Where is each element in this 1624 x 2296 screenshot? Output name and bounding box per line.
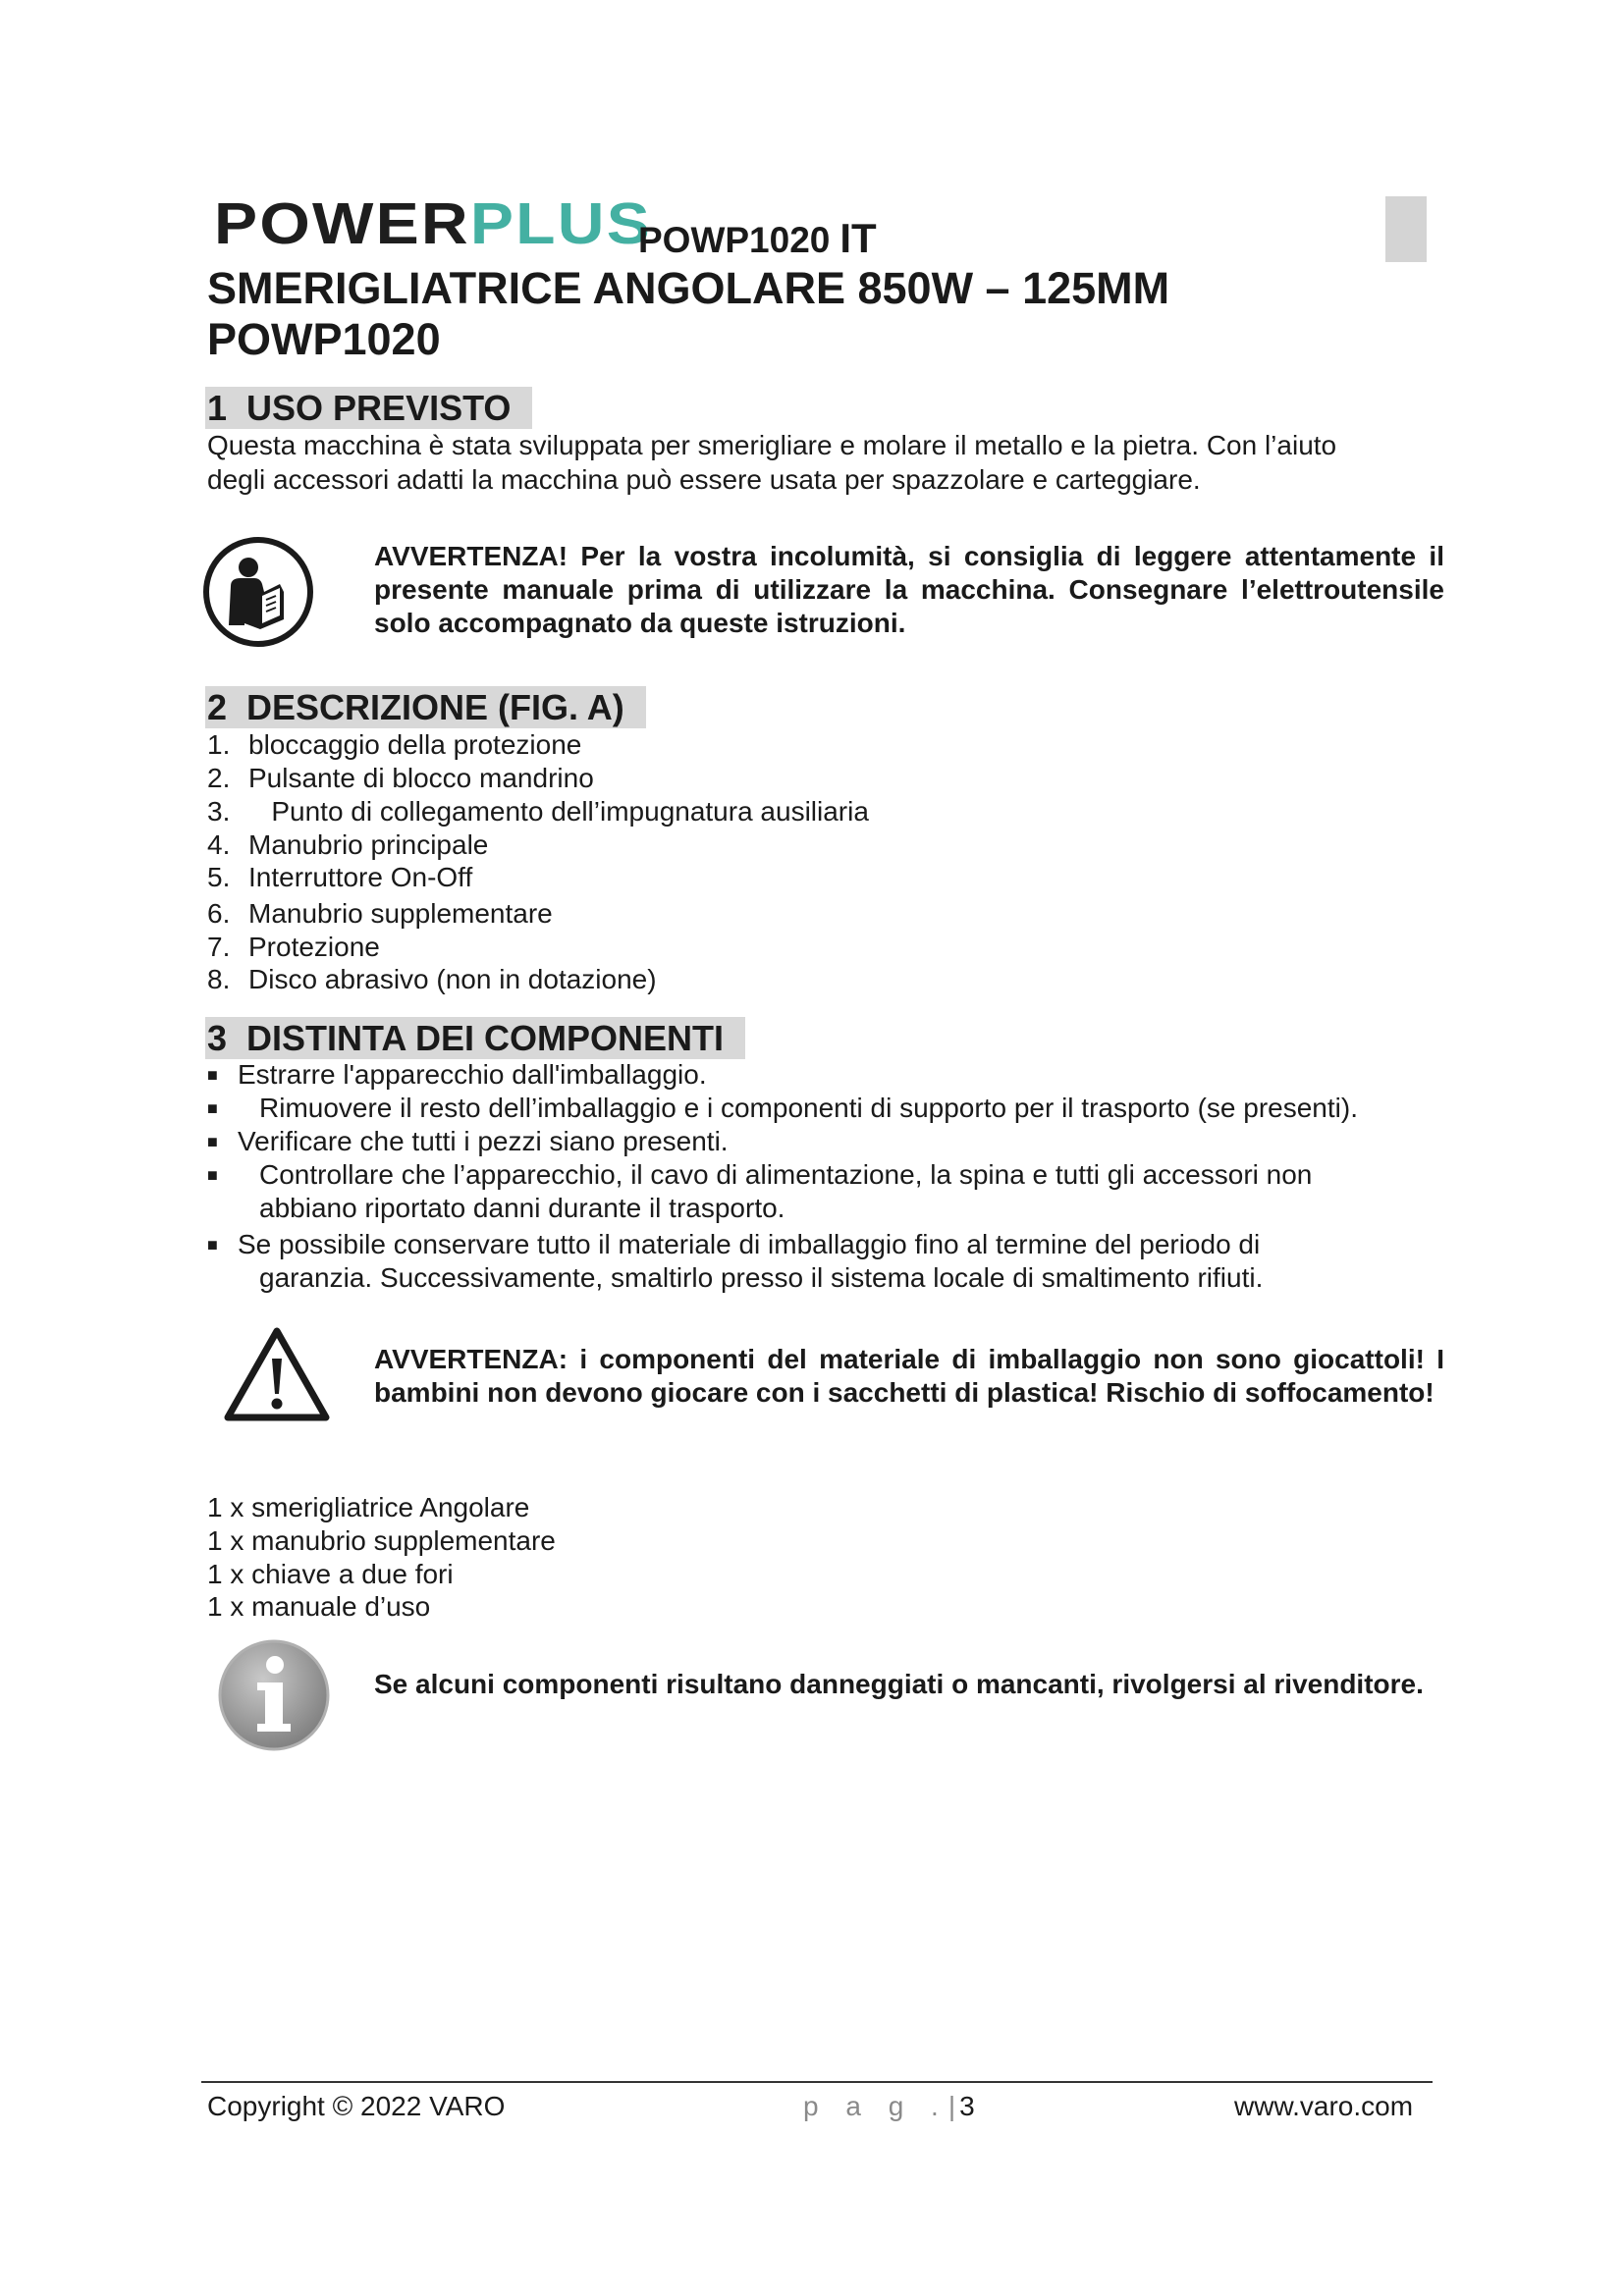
list-item: 2. Pulsante di blocco mandrino [207,763,594,793]
list-item: 8. Disco abrasivo (non in dotazione) [207,964,657,994]
footer-divider [201,2081,1433,2083]
footer-copyright: Copyright © 2022 VARO [207,2091,506,2121]
section-heading-descrizione [205,686,646,728]
intended-use-text-line2: degli accessori adatti la macchina può essere usata per spazzolare e carteggiare. [207,464,1201,495]
model-code [638,215,877,261]
list-item: 7. Protezione [207,932,380,962]
footer-page [803,2089,975,2124]
info-icon [216,1637,332,1753]
page-title: SMERIGLIATRICE ANGOLARE 850W – 125MM [207,263,1170,313]
section-title: DISTINTA DEI COMPONENTI [246,1018,725,1058]
brand-logo-power: POWER [214,191,470,256]
intended-use-text-line1: Questa macchina è stata sviluppata per smerigliare e molare il metallo e la pietra. Con l’aiuto [207,430,1337,460]
warning-packaging: AVVERTENZA: i componenti del materiale di imballaggio non sono giocattoli! I bambini non devono giocare con i sacchetti di plastica! Rischio di soffocamento! [374,1344,1444,1408]
list-item: 1 x manuale d’uso [207,1591,431,1622]
model-number: POWP1020 [638,220,831,260]
info-damaged-components: Se alcuni componenti risultano danneggiati o mancanti, rivolgersi al rivenditore. [374,1669,1424,1699]
list-item: 3. Punto di collegamento dell’impugnatura ausiliaria [207,796,869,827]
footer-website: www.varo.com [1234,2091,1414,2121]
section-number: 1 [207,388,228,428]
section-title: USO PREVISTO [246,388,512,428]
brand-logo-plus: PLUS [469,191,653,256]
list-item: 1 x manubrio supplementare [207,1525,556,1556]
language-code: IT [839,215,877,261]
list-item: 4. Manubrio principale [207,829,489,860]
page-separator: | [947,2091,956,2121]
section-heading-uso-previsto [205,387,532,429]
warning-triangle-icon [223,1325,331,1423]
section-heading-distinta-componenti [205,1017,745,1059]
list-item: 1 x chiave a due fori [207,1559,454,1589]
section-title: DESCRIZIONE (FIG. A) [246,687,624,727]
page-number: 3 [959,2091,975,2121]
section-number: 3 [207,1018,228,1058]
list-item: 1 x smerigliatrice Angolare [207,1492,530,1522]
read-manual-icon [201,535,315,649]
page-title-model: POWP1020 [207,314,441,364]
list-item: 1. bloccaggio della protezione [207,729,582,760]
brand-logo [214,193,652,254]
list-item: 6. Manubrio supplementare [207,898,553,929]
language-tab-marker [1385,196,1427,262]
warning-read-manual: AVVERTENZA! Per la vostra incolumità, si consiglia di leggere attentamente il presente manuale prima di utilizzare la macchina. Consegnare l’elettroutensile solo accompagnato da queste istruzioni. [374,541,1444,638]
page-label: p a g . [803,2091,948,2121]
list-item: 5. Interruttore On-Off [207,862,473,892]
section-number: 2 [207,687,228,727]
